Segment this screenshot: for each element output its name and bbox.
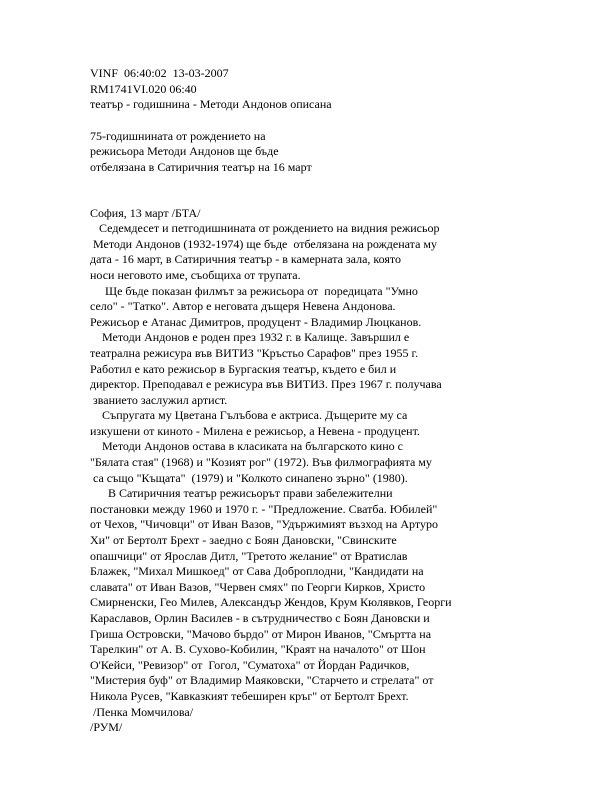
dateline: София, 13 март /БТА/: [90, 205, 201, 220]
body-line: "Мистерия буф" от Владимир Маяковски, "Старчето и стрелата" от: [90, 673, 434, 688]
body-line: Работил е като режисьор в Бургаския театър, където е бил и: [90, 361, 397, 376]
author-signature: /Пенка Момчилова/: [90, 704, 194, 719]
body-line: "Бялата стая" (1968) и "Козият рог" (1972). Във филмографията му: [90, 455, 432, 470]
body-line: Хи" от Бертолт Брехт - заедно с Боян Дановски, "Свинските: [90, 533, 397, 548]
id-line: RM1741VI.020 06:40: [90, 81, 197, 96]
body-line: село" - "Татко". Автор е неговата дъщеря Невена Андонова.: [90, 299, 396, 314]
body-line: дата - 16 март, в Сатиричния театър - в камерната зала, която: [90, 252, 402, 267]
body-line: Караславов, Орлин Василев - в сътрудничество с Боян Дановски и: [90, 611, 430, 625]
editor-signature: /РУМ/: [90, 720, 123, 735]
body-line: Тарелкин" от А. В. Сухово-Кобилин, "Краят на началото" от Шон: [90, 642, 426, 657]
body-line: изкушени от киното - Милена е режисьор, а Невена - продуцент.: [90, 423, 420, 438]
body-line: славата" от Иван Вазов, "Червен смях" по Георги Кирков, Христо: [90, 579, 426, 594]
article-body: [90, 206, 580, 736]
body-line: директор. Преподавал е режисура във ВИТИЗ. През 1967 г. получава: [90, 377, 442, 392]
body-line: Гриша Островски, "Мачово бърдо" от Мирон Иванов, "Смъртта на: [90, 626, 432, 641]
body-line: театрална режисура във ВИТИЗ "Кръстьо Сарафов" през 1955 г.: [90, 345, 419, 360]
body-line: Смирненски, Гео Милев, Александър Жендов, Крум Кюлявков, Георги: [90, 595, 452, 610]
slug-line: VINF 06:40:02 13-03-2007: [90, 66, 229, 80]
body-line: званието заслужил артист.: [90, 392, 228, 407]
body-line: Методи Андонов е роден през 1932 г. в Калище. Завършил е: [90, 330, 410, 345]
body-line: О'Кейси, "Ревизор" от Гогол, "Суматоха" от Йордан Радичков,: [90, 657, 410, 672]
summary-line: режисьора Методи Андонов ще бъде: [90, 144, 279, 159]
body-line: носи неговото име, съобщиха от трупата.: [90, 267, 301, 282]
header-block: [90, 66, 580, 113]
body-line: постановки между 1960 и 1970 г. - "Предложение. Сватба. Юбилей": [90, 501, 438, 516]
news-document: [90, 66, 580, 736]
body-line: Ще бъде показан филмът за режисьора от поредицата "Умно: [90, 283, 418, 298]
summary-block: [90, 129, 580, 176]
summary-line: 75-годишнината от рождението на: [90, 128, 266, 143]
body-line: са също "Къщата" (1979) и "Колкото синапено зърно" (1980).: [90, 470, 408, 485]
body-line: В Сатиричния театър режисьорът прави забележителни: [90, 486, 393, 501]
body-line: Методи Андонов остава в класиката на българското кино с: [90, 439, 403, 454]
body-line: от Чехов, "Чичовци" от Иван Вазов, "Удържимият възход на Артуро: [90, 517, 438, 532]
body-line: Седемдесет и петгодишнината от рождението на видния режисьор: [90, 221, 440, 236]
body-line: Методи Андонов (1932-1974) ще бъде отбелязана на рождената му: [90, 236, 437, 251]
summary-line: отбелязана в Сатиричния театър на 16 март: [90, 159, 312, 174]
body-line: Никола Русев, "Кавказкият тебеширен кръг" от Бертолт Брехт.: [90, 688, 409, 703]
topic-line: театър - годишнина - Методи Андонов описана: [90, 97, 332, 112]
body-line: Съпругата му Цветана Гълъбова е актриса. Дъщерите му са: [90, 408, 408, 423]
body-line: Режисьор е Атанас Димитров, продуцент - Владимир Люцканов.: [90, 314, 422, 329]
body-line: Блажек, "Михал Мишкоед" от Сава Доброплодни, "Кандидати на: [90, 564, 424, 579]
body-line: опашчици" от Ярослав Дитл, "Третото желание" от Вратислав: [90, 548, 408, 563]
